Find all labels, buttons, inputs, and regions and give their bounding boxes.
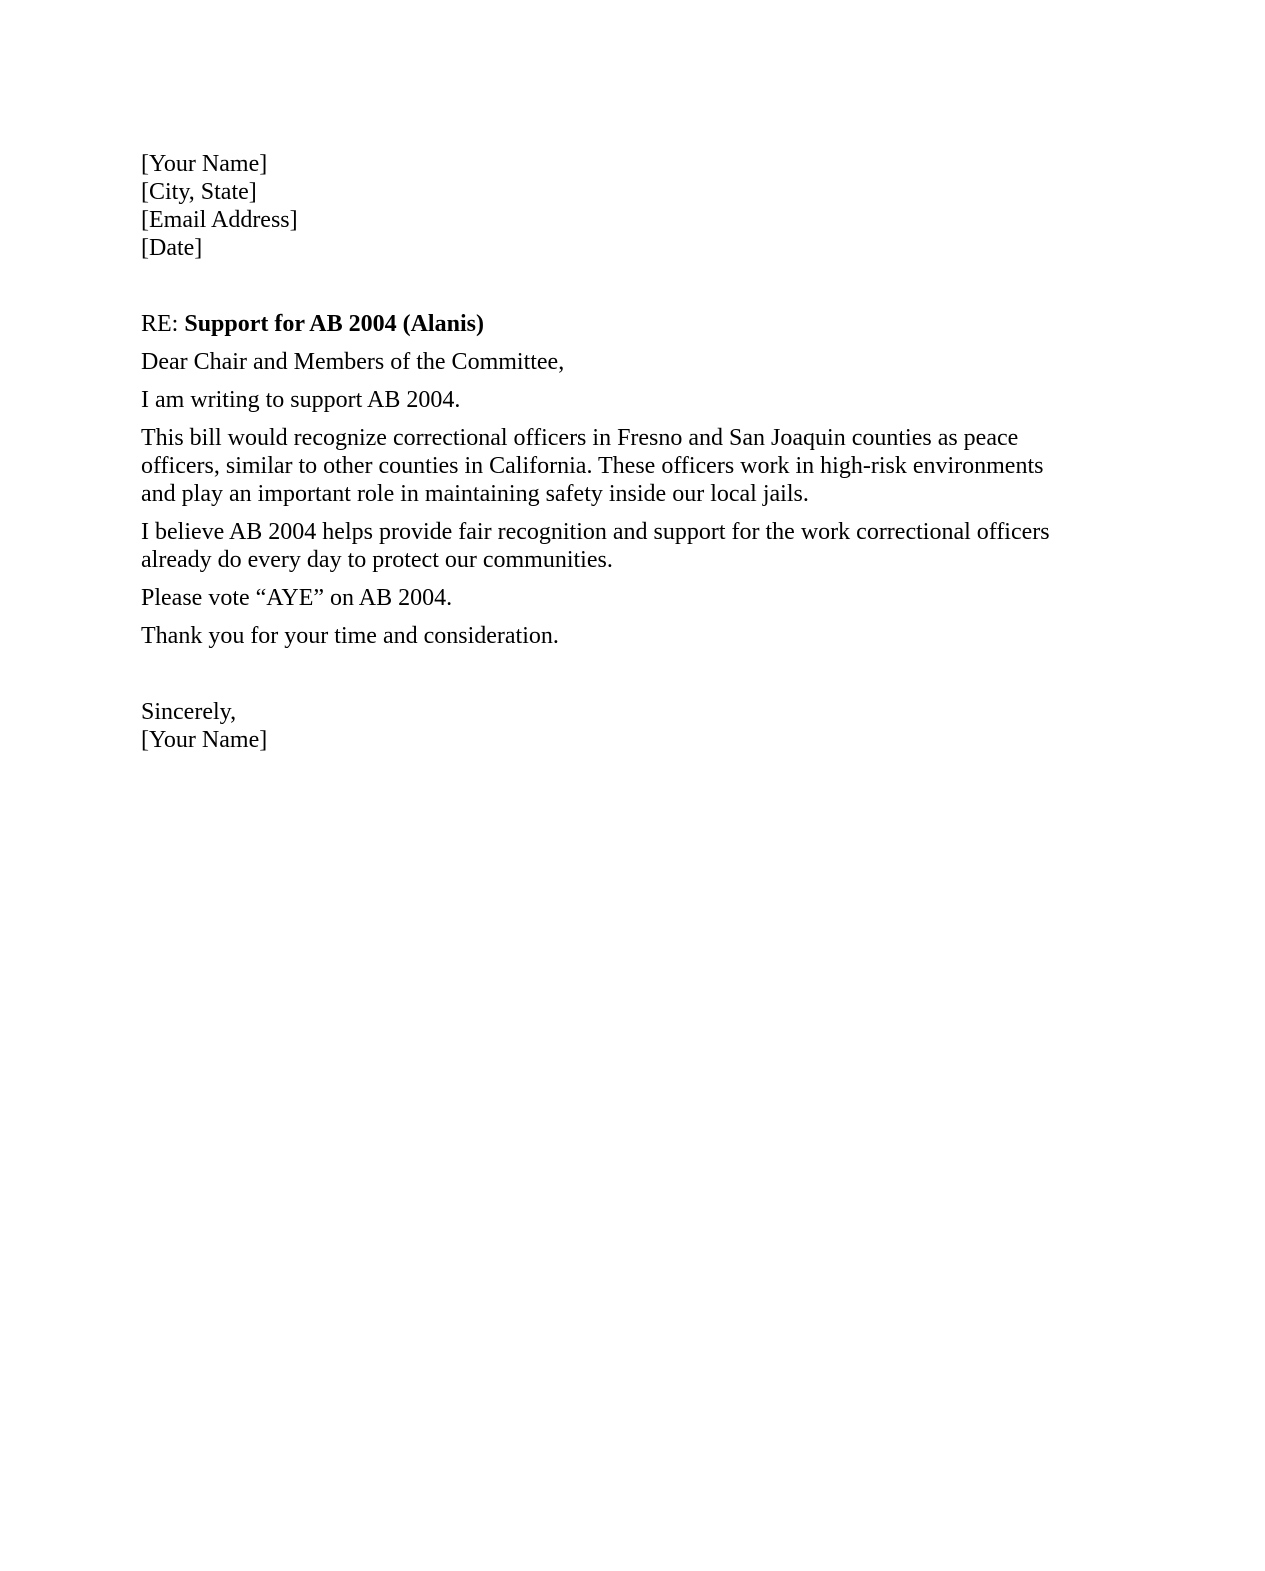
sender-name: [Your Name] — [141, 151, 268, 177]
closing-block — [141, 698, 1071, 754]
subject-line — [141, 310, 1071, 338]
sender-date: [Date] — [141, 235, 203, 261]
signature-name: [Your Name] — [141, 727, 268, 753]
sender-city-state: [City, State] — [141, 179, 257, 205]
body-paragraph-5: Thank you for your time and consideration. — [141, 623, 559, 649]
body-paragraph-4: Please vote “AYE” on AB 2004. — [141, 585, 453, 611]
salutation: Dear Chair and Members of the Committee, — [141, 349, 565, 375]
sender-email: [Email Address] — [141, 207, 298, 233]
subject-prefix: RE: — [141, 311, 185, 337]
body-paragraph-3: I believe AB 2004 helps provide fair recognition and support for the work correctional officers already do every day to protect our communities. — [141, 519, 1050, 573]
sender-block — [141, 150, 1071, 262]
subject-title: Support for AB 2004 (Alanis) — [184, 311, 484, 337]
body-paragraph-1: I am writing to support AB 2004. — [141, 387, 461, 413]
body-paragraph-2: This bill would recognize correctional officers in Fresno and San Joaquin counties as peace officers, similar to other counties in California. These officers work in high-risk environments and play an important role in maintaining safety inside our local jails. — [141, 425, 1044, 507]
valediction: Sincerely, — [141, 699, 237, 725]
letter-body — [141, 150, 1071, 754]
